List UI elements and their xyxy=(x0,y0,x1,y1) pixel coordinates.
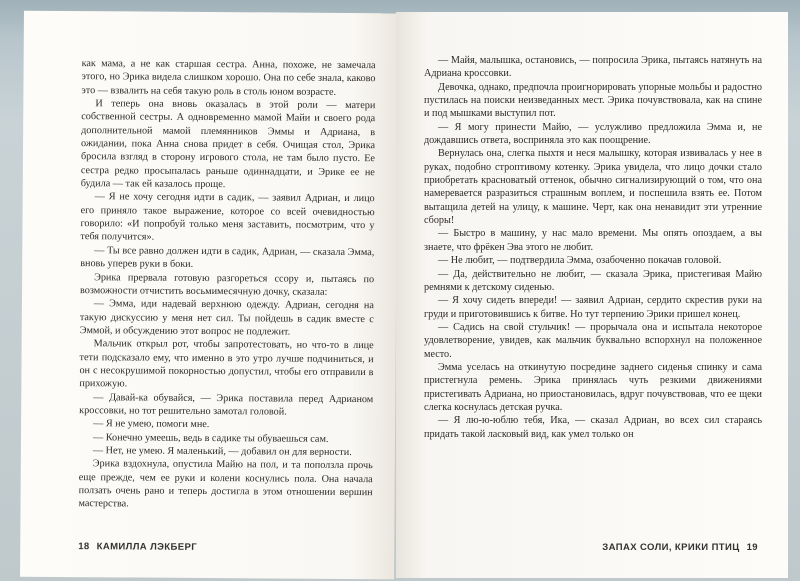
paragraph: Вернулась она, слегка пыхтя и неся малышку, которая извивалась у нее в руках, подобно строптивому котенку. Эрика увидела, что лицо дочки стало приобретать красноватый оттенок, обычно сигнализирующий о том, что она намеревается разразиться страшным воплем, и поспешила взять ее. Потом вытащила детей на улицу, к машине. Черт, как она ненавидит эти утренние сборы! xyxy=(424,148,762,227)
paragraph: Девочка, однако, предпочла проигнорировать упорные мольбы и радостно пустилась на поиски неизведанных мест. Эрика почувствовала, как на спине и под мышками выступил пот. xyxy=(424,81,762,120)
paragraph: — Майя, малышка, остановись, — попросила Эрика, пытаясь натянуть на Адриана кроссовки. xyxy=(424,55,762,80)
paragraph: как мама, а не как старшая сестра. Анна, похоже, не замечала этого, но Эрика видела слишком хорошо. Она по себе знала, каково это — взвалить на себя такую роль в столь юном возрасте. xyxy=(81,58,376,98)
right-page-footer xyxy=(602,541,758,554)
paragraph: — Да, действительно не любит, — сказала Эрика, пристегивая Майю ремнями к детскому сиденью. xyxy=(424,268,762,293)
paragraph: И теперь она вновь оказалась в этой роли — матери собственной сестры. А одновременно мамой Майи и своего рода дополнительной мамой племянников Эммы и Адриана, в ожидании, пока Анна снова придет в себя. Очищая стол, Эрика бросила взгляд в сторону игрового стола, не там было пусто. Ее сестра редко просыпалась раньше одиннадцати, и Эрике ее не будила — так ей казалось проще. xyxy=(80,98,376,191)
paragraph: — Быстро в машину, у нас мало времени. Мы опять опоздаем, а вы знаете, что фрёкен Эва этого не любит. xyxy=(424,228,762,253)
paragraph: — Я лю-ю-юблю тебя, Ика, — сказал Адриан, во всех сил стараясь придать такой ласковый вид, как умел только он xyxy=(424,415,762,440)
right-page xyxy=(396,12,788,578)
paragraph: — Эмма, иди надевай верхнюю одежду. Адриан, сегодня на такую дискуссию у меня нет сил. Ты пойдешь в садик вместе с Эммой, и обсуждению этот вопрос не подлежит. xyxy=(79,298,374,338)
paragraph: Эрика прервала готовую разгореться ссору и, пытаясь по возможности отчистить восьмимесячную дочку, сказала: xyxy=(79,271,375,298)
paragraph: — Конечно умеешь, ведь в садике ты обуваешься сам. xyxy=(92,431,329,445)
paragraph: — Ты все равно должен идти в садик, Адриан, — сказала Эмма, вновь уперев руки в боки. xyxy=(80,245,375,271)
left-page-text xyxy=(78,57,375,513)
page-number: 19 xyxy=(746,541,758,553)
running-head-title: ЗАПАХ СОЛИ, КРИКИ ПТИЦ xyxy=(602,541,740,553)
page-number: 18 xyxy=(78,540,90,552)
paragraph: — Нет, не умею. Я маленький, — добавил он для верности. xyxy=(92,445,352,458)
paragraph: — Садись на свой стульчик! — прорычала она и испытала некоторое удовлетворение, увидев, как мальчик буквально вспорхнул на положенное место. xyxy=(424,321,762,360)
paragraph: — Я не умею, помоги мне. xyxy=(93,418,210,431)
paragraph: — Я хочу сидеть впереди! — заявил Адриан, сердито скрестив руки на груди и приготовившись к битве. Но тут терпению Эрики пришел конец. xyxy=(424,295,762,320)
paragraph: — Я не хочу сегодня идти в садик, — заявил Адриан, и лицо его приняло такое выражение, которое со всей очевидностью говорило: «И попробуй только меня заставить, посмотрим, что у тебя получится». xyxy=(80,191,375,244)
paragraph: Эмма уселась на откинутую посредине заднего сиденья спинку и сама пристегнула ремень. Эрика принялась чуть резкими движениями пристегивать Адриана, но приостановилась, вдруг почувствовав, что ее щеки слегка коснулась детская ручка. xyxy=(424,361,762,413)
paragraph: Мальчик открыл рот, чтобы запротестовать, но что-то в лице тети подсказало ему, что именно в это утро лучше подчиниться, и он с несокрушимой покорностью допустил, чтобы его отправили в прихожую. xyxy=(79,338,374,390)
paragraph: Эрика вздохнула, опустила Майю на пол, и та поползла прочь еще прежде, чем ее руки и колени коснулись пола. Она начала ползать очень рано и теперь достигла в этом отношении вершин мастерства. xyxy=(78,458,373,510)
paragraph: — Я могу принести Майю, — услужливо предложила Эмма и, не дождавшись ответа, восприняла это как поощрение. xyxy=(424,121,762,147)
book-spread xyxy=(22,12,788,578)
running-head-author: КАМИЛЛА ЛЭКБЕРГ xyxy=(96,540,198,553)
left-page-footer xyxy=(78,540,197,554)
right-page-text xyxy=(424,54,762,441)
paragraph: — Давай-ка обувайся, — Эрика поставила перед Адрианом кроссовки, но тот решительно замотал головой. xyxy=(79,391,374,418)
paragraph: — Не любит, — подтвердила Эмма, озабоченно покачав головой. xyxy=(438,255,722,267)
left-page xyxy=(20,11,398,580)
